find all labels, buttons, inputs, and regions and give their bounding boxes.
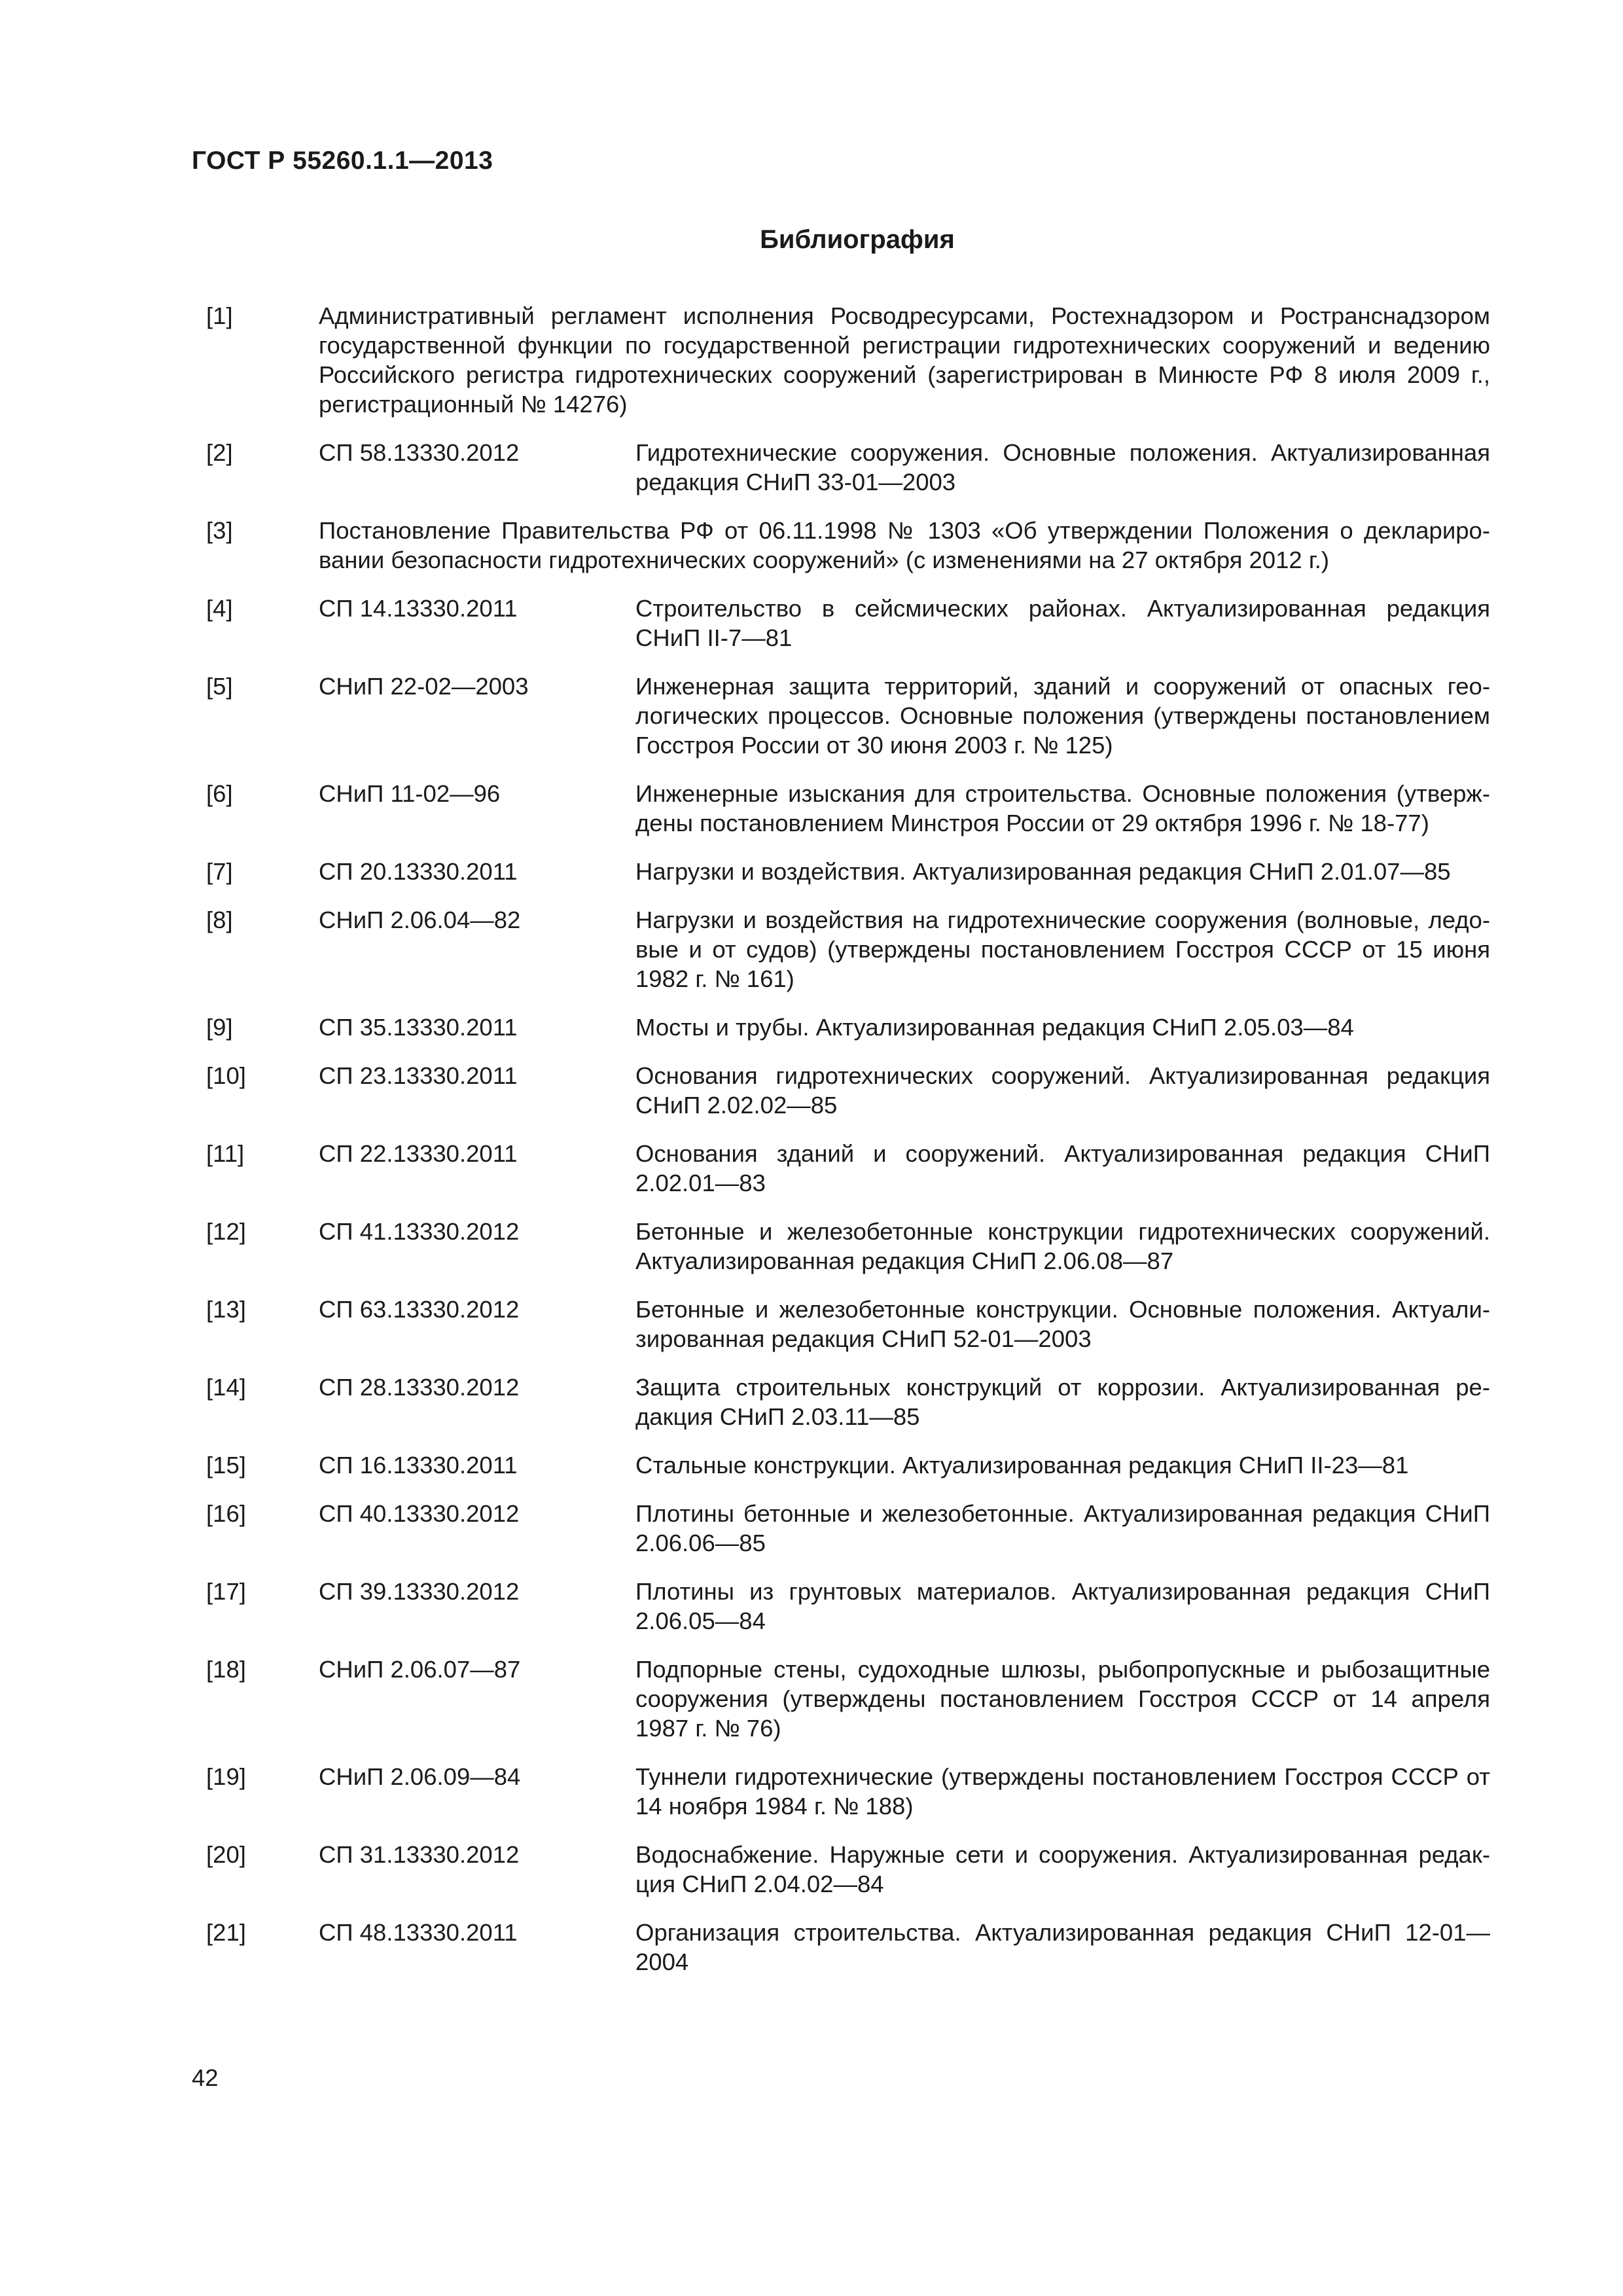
bibliography-entry (206, 857, 1490, 886)
entry-code: СНиП 22-02—2003 (319, 673, 529, 700)
entry-code: СП 63.13330.2012 (319, 1296, 520, 1323)
entry-text: Подпорные стены, судоходные шлюзы, рыбопропускные и рыбозащитные сооружения (утверждены постановлением Госстроя СССР от 14 апреля 1987 г. № 76) (635, 1656, 1490, 1742)
entry-code: СП 23.13330.2011 (319, 1062, 518, 1089)
entry-number: [10] (206, 1062, 246, 1089)
bibliography-entry (206, 779, 1490, 838)
entry-code: СП 41.13330.2012 (319, 1218, 520, 1245)
entry-text: Мосты и трубы. Актуализированная редакция СНиП 2.05.03—84 (635, 1014, 1354, 1041)
bibliography-title: Библиография (760, 225, 955, 254)
entry-code: СП 58.13330.2012 (319, 439, 520, 466)
entry-number: [13] (206, 1296, 246, 1323)
bibliography-entry (206, 1450, 1490, 1480)
entry-text: Нагрузки и воздействия на гидротехнические сооружения (волновые, ледовые и от судов) (утверждены постановлением Госстроя СССР от 15 июня 1982 г. № 161) (635, 906, 1490, 992)
entry-code: СП 16.13330.2011 (319, 1452, 518, 1479)
bibliography-entry (206, 1139, 1490, 1198)
bibliography-entry (206, 1577, 1490, 1636)
entry-code: СП 39.13330.2012 (319, 1578, 520, 1605)
entry-number: [7] (206, 858, 233, 885)
entry-text: Нагрузки и воздействия. Актуализированная редакция СНиП 2.01.07—85 (635, 858, 1451, 885)
bibliography-entry (206, 516, 1490, 575)
entry-code: СНиП 2.06.09—84 (319, 1763, 521, 1790)
entry-number: [8] (206, 906, 233, 933)
entry-text: Гидротехнические сооружения. Основные положения. Актуализированная редакция СНиП 33-01—2003 (635, 439, 1490, 495)
entry-number: [18] (206, 1656, 246, 1683)
entry-code: СП 35.13330.2011 (319, 1014, 518, 1041)
entry-code: СНиП 11-02—96 (319, 780, 501, 807)
entry-code: СП 22.13330.2011 (319, 1140, 518, 1167)
entry-text: Плотины бетонные и железобетонные. Актуализированная редакция СНиП 2.06.06—85 (635, 1500, 1490, 1556)
entry-text: Основания гидротехнических сооружений. Актуализированная редакция СНиП 2.02.02—85 (635, 1062, 1490, 1119)
bibliography-list (206, 301, 1490, 1996)
entry-number: [19] (206, 1763, 246, 1790)
entry-text: Бетонные и железобетонные конструкции гидротехнических сооружений. Актуализированная редакция СНиП 2.06.08—87 (635, 1218, 1490, 1274)
entry-text: Инженерная защита территорий, зданий и сооружений от опасных геологических процессов. Основные положения (утверждены постановлением Госстроя России от 30 июня 2003 г. № 125) (635, 673, 1490, 759)
bibliography-entry (206, 1013, 1490, 1042)
bibliography-entry (206, 301, 1490, 419)
entry-code: СП 31.13330.2012 (319, 1841, 520, 1868)
entry-number: [21] (206, 1919, 246, 1946)
entry-text: Организация строительства. Актуализированная редакция СНиП 12-01—2004 (635, 1919, 1490, 1975)
bibliography-entry (206, 438, 1490, 497)
entry-number: [17] (206, 1578, 246, 1605)
entry-code: СНиП 2.06.07—87 (319, 1656, 521, 1683)
entry-text: Административный регламент исполнения Росводресурсами, Ростехнадзором и Ространснадзором государственной функции по государственной регистрации гидротехнических сооружений и ведению Российского регистра гидротехнических сооружений (зарегистрирован в Минюсте РФ 8 июля 2009 г., регистрационный № 14276) (319, 302, 1490, 418)
bibliography-entry (206, 1061, 1490, 1120)
entry-number: [14] (206, 1374, 246, 1401)
bibliography-entry (206, 1840, 1490, 1899)
entry-text: Постановление Правительства РФ от 06.11.1998 № 1303 «Об утверждении Положения о декларировании безопасности гидротехнических сооружений» (с изменениями на 27 октября 2012 г.) (319, 517, 1490, 573)
document-header: ГОСТ Р 55260.1.1—2013 (192, 147, 493, 175)
entry-text: Бетонные и железобетонные конструкции. Основные положения. Актуализированная редакция СНиП 52-01—2003 (635, 1296, 1490, 1352)
entry-code: СП 14.13330.2011 (319, 595, 518, 622)
entry-number: [1] (206, 302, 233, 329)
entry-text: Водоснабжение. Наружные сети и сооружения. Актуализированная редакция СНиП 2.04.02—84 (635, 1841, 1490, 1897)
entry-text: Стальные конструкции. Актуализированная редакция СНиП II-23—81 (635, 1452, 1409, 1479)
entry-code: СП 20.13330.2011 (319, 858, 518, 885)
page-number: 42 (192, 2064, 219, 2091)
entry-code: СП 48.13330.2011 (319, 1919, 518, 1946)
entry-text: Защита строительных конструкций от коррозии. Актуализированная редакция СНиП 2.03.11—85 (635, 1374, 1490, 1430)
entry-number: [6] (206, 780, 233, 807)
entry-number: [5] (206, 673, 233, 700)
entry-number: [3] (206, 517, 233, 544)
entry-number: [9] (206, 1014, 233, 1041)
entry-number: [2] (206, 439, 233, 466)
entry-code: СНиП 2.06.04—82 (319, 906, 521, 933)
bibliography-entry (206, 1217, 1490, 1276)
bibliography-entry (206, 672, 1490, 760)
entry-number: [20] (206, 1841, 246, 1868)
bibliography-entry (206, 1762, 1490, 1821)
entry-text: Строительство в сейсмических районах. Актуализированная редакция СНиП II-7—81 (635, 595, 1490, 651)
bibliography-entry (206, 1655, 1490, 1743)
entry-text: Плотины из грунтовых материалов. Актуализированная редакция СНиП 2.06.05—84 (635, 1578, 1490, 1634)
bibliography-entry (206, 1499, 1490, 1558)
entry-number: [12] (206, 1218, 246, 1245)
entry-code: СП 40.13330.2012 (319, 1500, 520, 1527)
bibliography-entry (206, 1918, 1490, 1977)
entry-number: [11] (206, 1140, 245, 1167)
entry-number: [4] (206, 595, 233, 622)
entry-code: СП 28.13330.2012 (319, 1374, 520, 1401)
bibliography-entry (206, 594, 1490, 653)
bibliography-entry (206, 1295, 1490, 1354)
bibliography-entry (206, 1372, 1490, 1431)
entry-text: Инженерные изыскания для строительства. Основные положения (утверждены постановлением Минстроя России от 29 октября 1996 г. № 18-77) (635, 780, 1490, 836)
entry-text: Основания зданий и сооружений. Актуализированная редакция СНиП 2.02.01—83 (635, 1140, 1490, 1196)
entry-number: [15] (206, 1452, 246, 1479)
entry-number: [16] (206, 1500, 246, 1527)
bibliography-entry (206, 905, 1490, 994)
entry-text: Туннели гидротехнические (утверждены постановлением Госстроя СССР от 14 ноября 1984 г. № 188) (635, 1763, 1490, 1820)
